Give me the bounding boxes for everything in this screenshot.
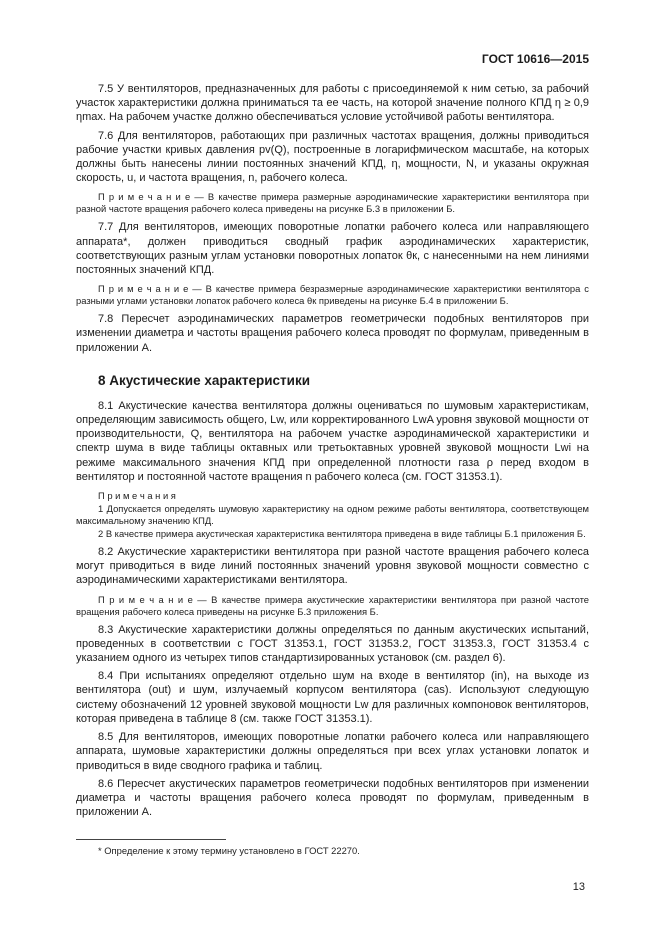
page-body: [76, 82, 589, 819]
document-header: ГОСТ 10616—2015: [481, 52, 589, 66]
note-paragraph: П р и м е ч а н и е — В качестве примера безразмерные аэродинамические характеристики вентилятора с разными углами установки лопаток рабочего колеса θк приведены на рисунке Б.4 в приложении Б.: [76, 283, 589, 307]
body-paragraph: 7.5 У вентиляторов, предназначенных для работы с присоединяемой к ним сетью, за рабочий участок характеристики должна приниматься та ее часть, на которой значение полного КПД η ≥ 0,9 ηmax. На рабочем участке должно обеспечиваться условие устойчивой работы вентилятора.: [76, 83, 589, 124]
body-paragraph: 8.1 Акустические качества вентилятора должны оцениваться по шумовым характеристикам, определяющим зависимость общего, Lw, или корректированного LwA уровня звуковой мощности от производительности, Q, вентилятора на рабочем участке аэродинамической характеристики и спектр шума в виде таблицы октавных или третьоктавных уровней звуковой мощности Lwi на режиме максимального значения КПД при определенной плотности газа ρ перед входом в вентилятор и постоянной частоте вращения n рабочего колеса (см. ГОСТ 31353.1).: [76, 399, 589, 483]
note-item: 1 Допускается определять шумовую характеристику на одном режиме работы вентилятора, соответствующем максимальному значению КПД.: [76, 503, 589, 527]
footnote-divider: [76, 839, 226, 840]
body-paragraph: 8.5 Для вентиляторов, имеющих поворотные лопатки рабочего колеса или направляющего аппарата, шумовые характеристики должны определяться при всех углах установки лопаток и приводиться в виде сводного графика и таблиц.: [76, 731, 589, 772]
page-number: 13: [572, 881, 585, 893]
body-paragraph: 7.8 Пересчет аэродинамических параметров геометрически подобных вентиляторов при изменении диаметра и частоты вращения рабочего колеса проводят по формулам, приведенным в приложении А.: [76, 313, 589, 354]
section-heading: 8 Акустические характеристики: [98, 372, 311, 388]
footnote-area: [76, 839, 589, 857]
note-paragraph: П р и м е ч а н и е — В качестве примера размерные аэродинамические характеристики вентилятора при разной частоте вращения рабочего колеса приведены на рисунке Б.3 в приложении Б.: [76, 191, 589, 215]
note-item: 2 В качестве примера акустическая характеристика вентилятора приведена в виде таблицы Б.1 приложения Б.: [98, 528, 586, 540]
body-paragraph: 8.6 Пересчет акустических параметров геометрически подобных вентиляторов при изменении диаметра и частоты вращения рабочего колеса проводят по формулам, приведенным в приложении А.: [76, 777, 589, 819]
body-paragraph: 8.3 Акустические характеристики должны определяться по данным акустических испытаний, проведенных в соответствии с ГОСТ 31353.1, ГОСТ 31353.2, ГОСТ 31353.3, ГОСТ 31353.4 с указанием одного из четырех типов стандартизированных установок (см. раздел 6).: [76, 623, 589, 665]
body-paragraph: 8.4 При испытаниях определяют отдельно шум на входе в вентилятор (in), на выходе из вентилятора (out) и шум, излучаемый корпусом вентилятора (cas). Используют следующую систему обозначений 12 уровней звуковой мощности Lw для различных компоновок вентиляторов, которая приведена в таблице 8 (см. также ГОСТ 31353.1).: [76, 670, 589, 725]
notes-title: П р и м е ч а н и я: [98, 490, 176, 502]
footnote-text: * Определение к этому термину установлено в ГОСТ 22270.: [98, 845, 360, 856]
note-paragraph: П р и м е ч а н и е — В качестве примера акустические характеристики вентилятора при разной частоте вращения рабочего колеса приведены на рисунке Б.3 приложения Б.: [76, 593, 589, 617]
body-paragraph: 8.2 Акустические характеристики вентилятора при разной частоте вращения рабочего колеса могут приводиться в виде линий постоянных значений уровня звуковой мощности совместно с аэродинамическими характеристиками вентилятора.: [76, 546, 589, 587]
notes-block: [76, 490, 589, 540]
body-paragraph: 7.7 Для вентиляторов, имеющих поворотные лопатки рабочего колеса или направляющего аппарата*, должен приводиться сводный график аэродинамических характеристик, соответствующих разным углам установки поворотных лопаток θк, с нанесенными на нем линиями постоянных значений КПД.: [76, 221, 589, 277]
body-paragraph: 7.6 Для вентиляторов, работающих при различных частотах вращения, должны приводиться рабочие участки кривых давления pv(Q), построенные в логарифмическом масштабе, на которых должны быть нанесены линии постоянных значений КПД, η, мощности, N, и указаны окружная скорость, u, и частота вращения, n, рабочего колеса.: [76, 129, 589, 185]
